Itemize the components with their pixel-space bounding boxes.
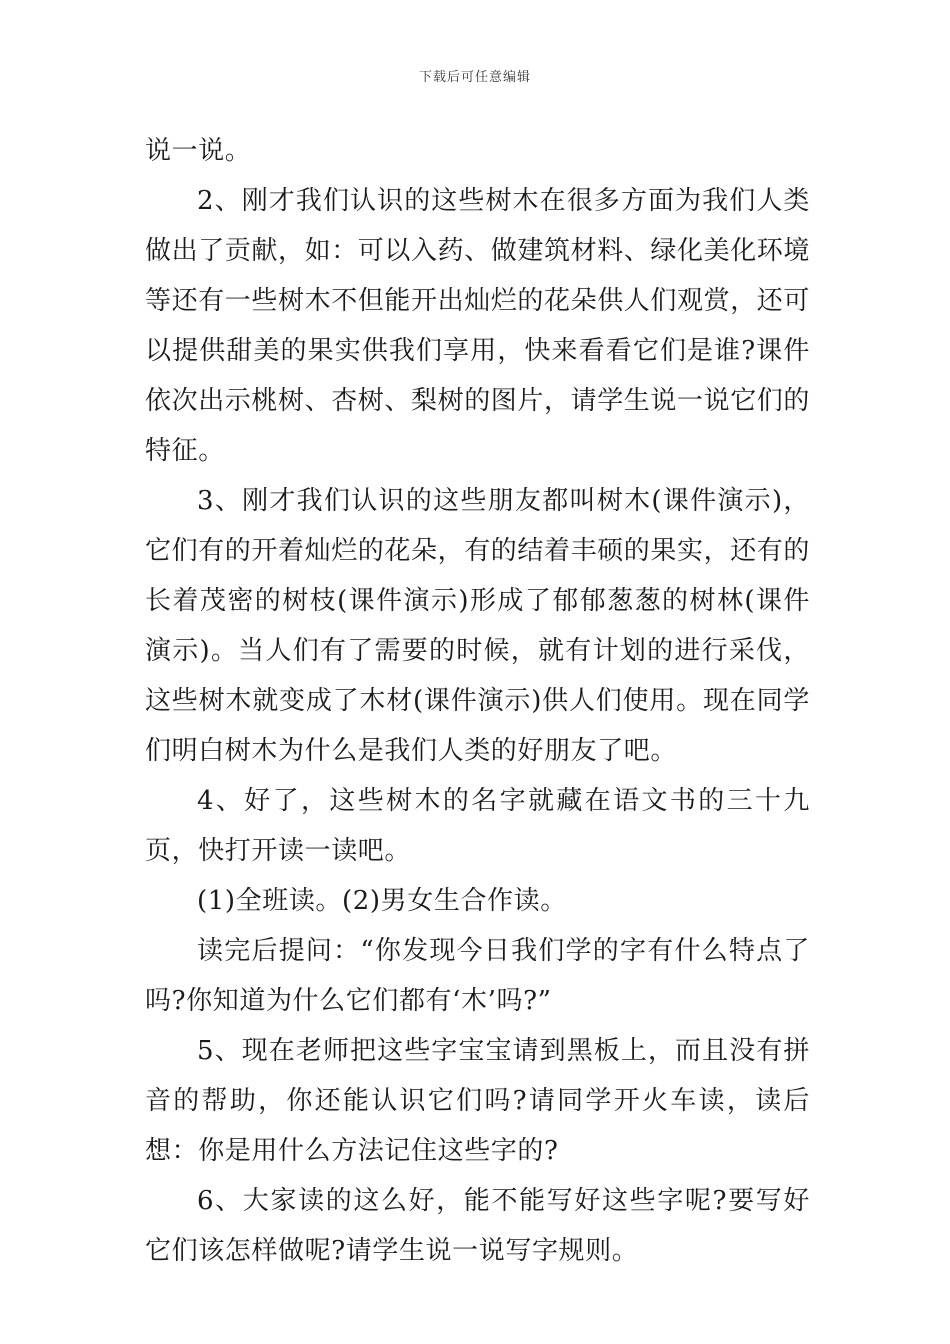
paragraph-item-3: 3、刚才我们认识的这些朋友都叫树木(课件演示)，它们有的开着灿烂的花朵，有的结着丰硕的果实，还有的长着茂密的树枝(课件演示)形成了郁郁葱葱的树林(课件演示)。当人们有了需要的时候，就有计划的进行采伐，这些树木就变成了木材(课件演示)供人们使用。现在同学们明白树木为什么是我们人类的好朋友了吧。 <box>145 486 811 766</box>
paragraph-item-6: 6、大家读的这么好，能不能写好这些字呢?要写好它们该怎样做呢?请学生说一说写字规则。 <box>145 1186 810 1266</box>
paragraph-item-5: 5、现在老师把这些字宝宝请到黑板上，而且没有拼音的帮助，你还能认识它们吗?请同学开火车读，读后想：你是用什么方法记住这些字的? <box>145 1036 810 1166</box>
paragraph-question: 读完后提问：“你发现今日我们学的字有什么特点了吗?你知道为什么它们都有‘木’吗?” <box>145 936 810 1016</box>
page-header: 下载后可任意编辑 <box>418 70 531 85</box>
paragraph-reading-modes: (1)全班读。(2)男女生合作读。 <box>197 886 567 916</box>
paragraph-item-4: 4、好了，这些树木的名字就藏在语文书的三十九页，快打开读一读吧。 <box>145 786 810 866</box>
paragraph-item-2: 2、刚才我们认识的这些树木在很多方面为我们人类做出了贡献，如：可以入药、做建筑材料、绿化美化环境等还有一些树木不但能开出灿烂的花朵供人们观赏，还可以提供甜美的果实供我们享用，快来看看它们是谁?课件依次出示桃树、杏树、梨树的图片，请学生说一说它们的特征。 <box>145 186 811 466</box>
paragraph-continuation: 说一说。 <box>145 136 252 166</box>
document-body <box>145 126 810 1276</box>
